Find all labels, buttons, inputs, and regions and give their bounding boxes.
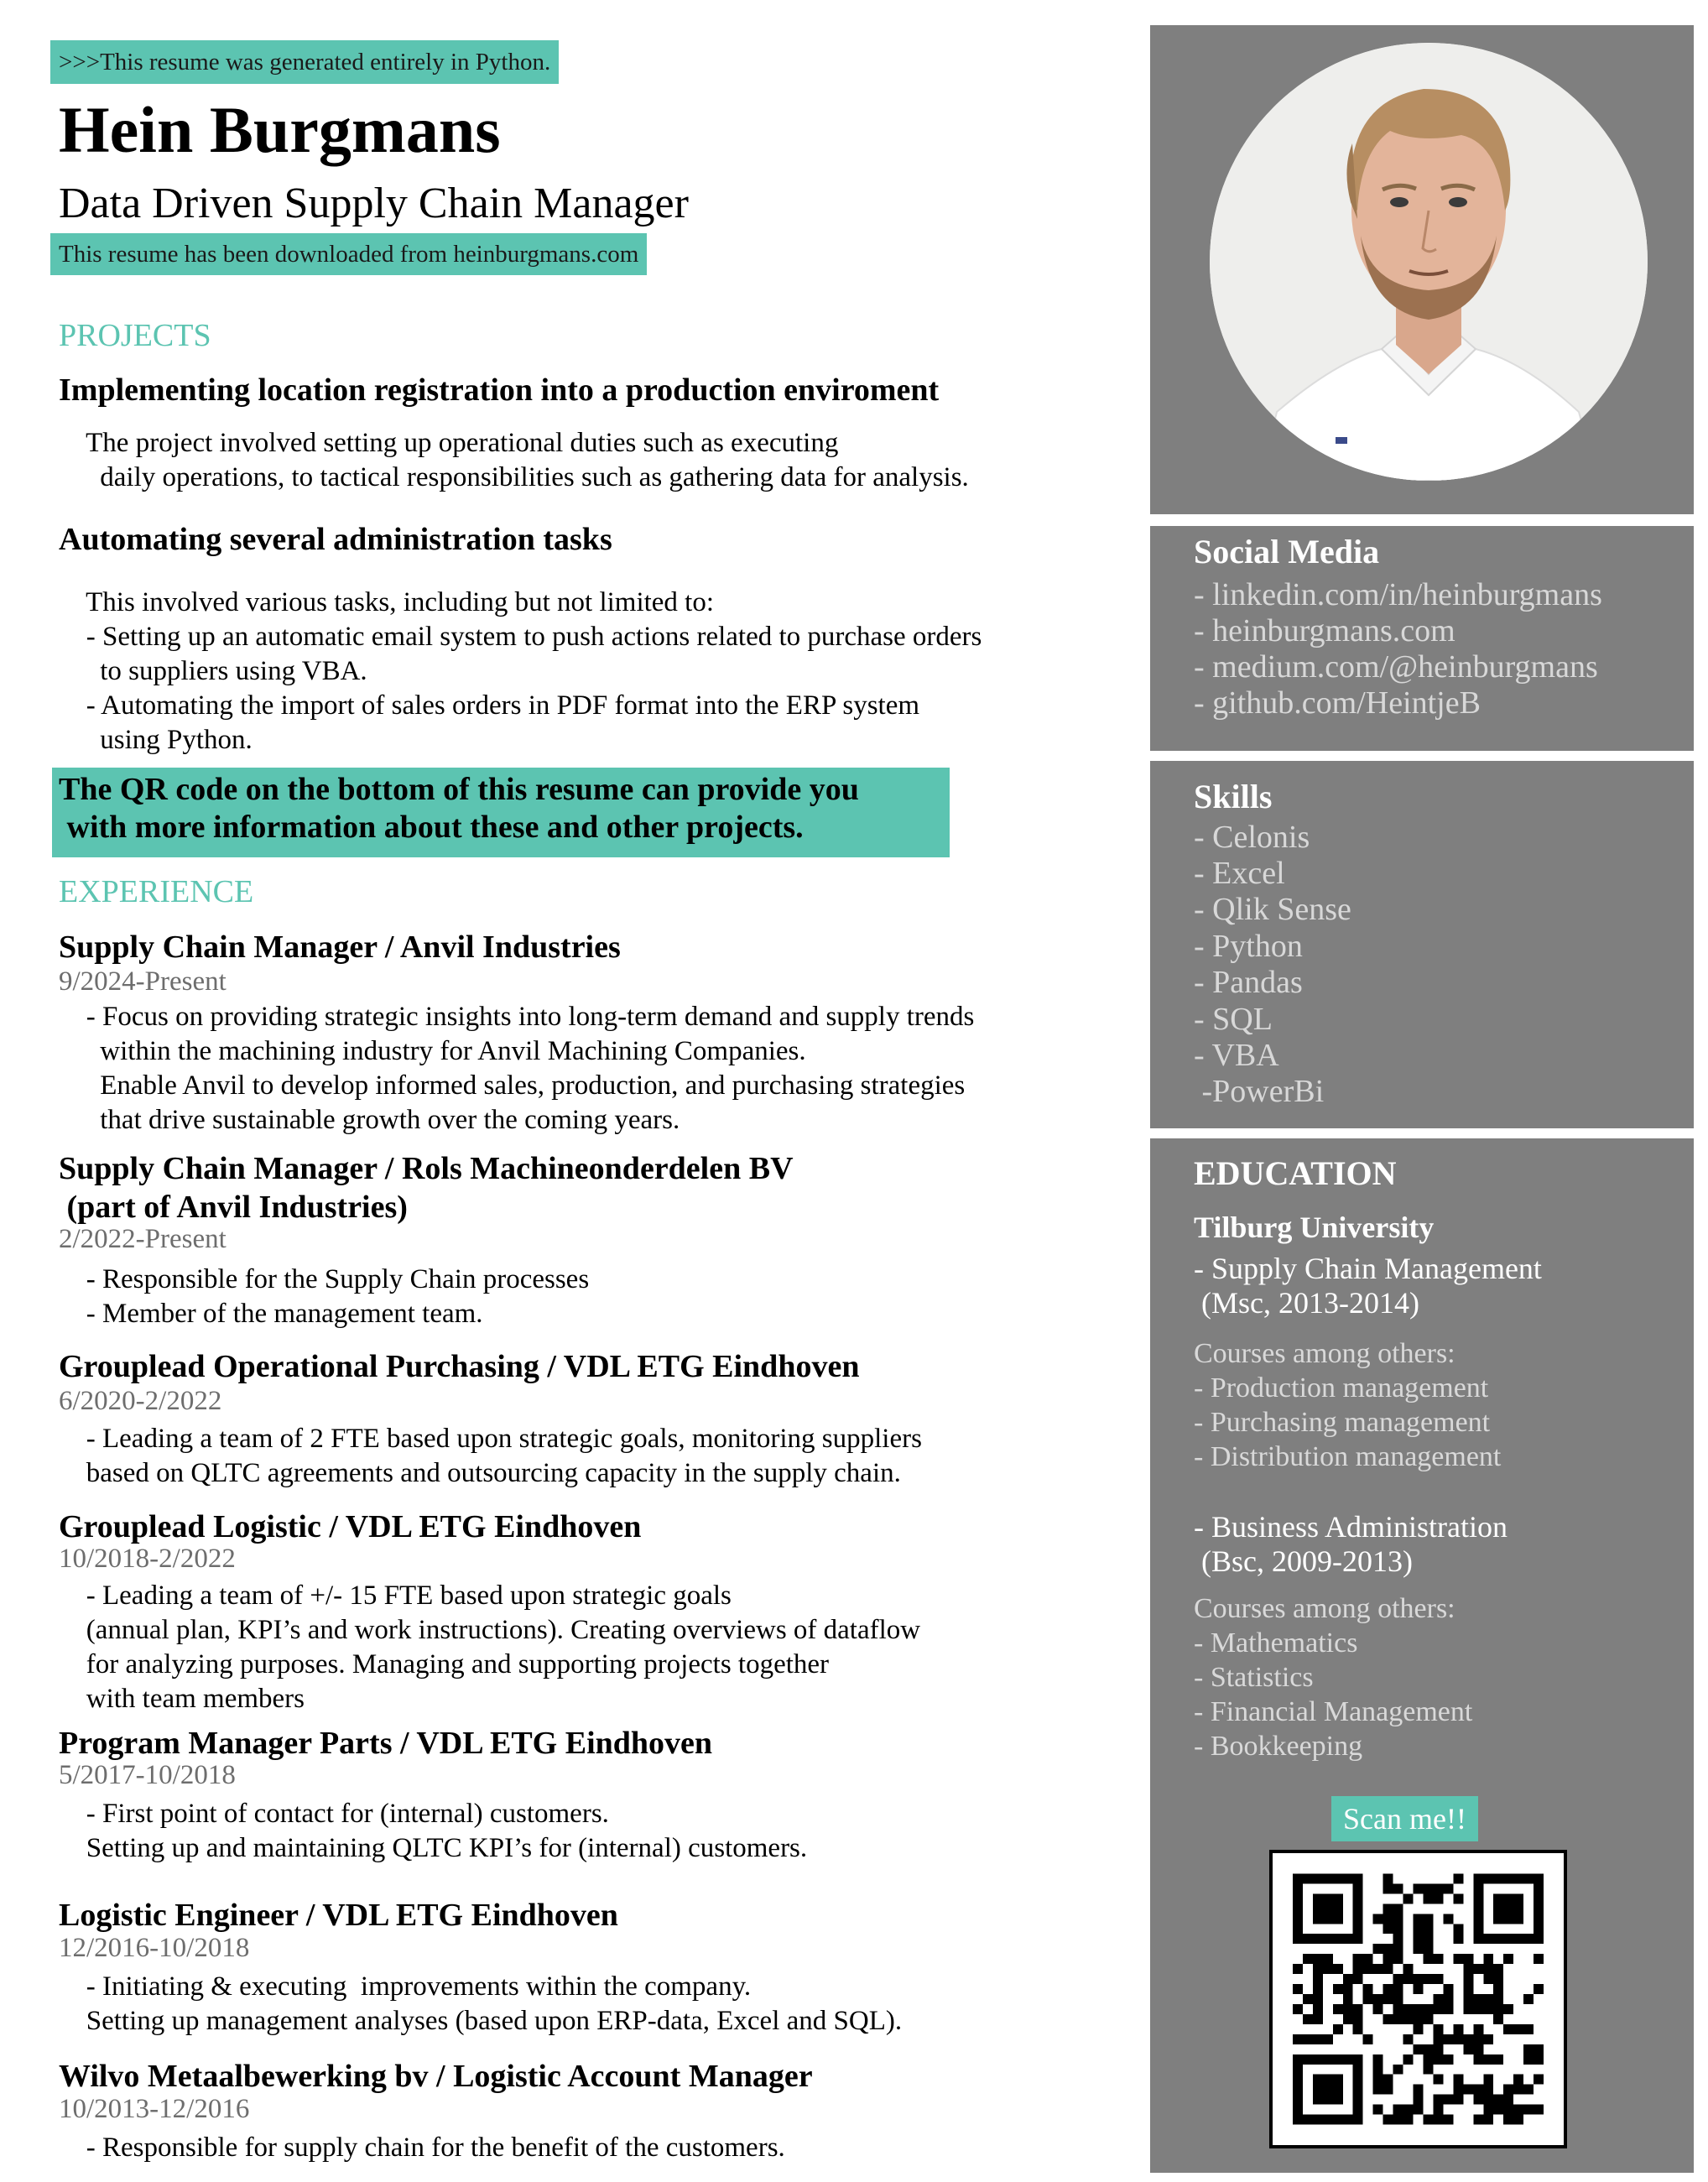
qr-code[interactable] — [1269, 1850, 1567, 2148]
job-description: - Focus on providing strategic insights into long-term demand and supply trends within the machining industry for Anvil Machining Companies. Enable Anvil to develop informed sales, production, and purchasing strategies that drive sustainable growth over the coming years. — [86, 1002, 975, 1135]
job-title: Grouplead Operational Purchasing / VDL ETG Eindhoven — [59, 1349, 860, 1384]
education-courses: Courses among others: - Mathematics - Statistics - Financial Management - Bookkeeping — [1194, 1593, 1473, 1762]
job-title: Grouplead Logistic / VDL ETG Eindhoven — [59, 1509, 642, 1544]
profile-photo — [1210, 43, 1648, 481]
job-date: 6/2020-2/2022 — [59, 1386, 222, 1416]
education-courses: Courses among others: - Production management - Purchasing management - Distribution management — [1194, 1338, 1502, 1472]
qr-info-note: The QR code on the bottom of this resume can provide you with more information about these and other projects. — [52, 768, 950, 857]
social-link-website[interactable]: - heinburgmans.com — [1194, 613, 1455, 648]
job-title: Logistic Engineer / VDL ETG Eindhoven — [59, 1898, 618, 1933]
skill-item: - SQL — [1194, 1002, 1273, 1037]
job-description: - Leading a team of 2 FTE based upon strategic goals, monitoring suppliers based on QLTC agreements and outsourcing capacity in the supply chain. — [86, 1424, 922, 1488]
job-description: - Leading a team of +/- 15 FTE based upon strategic goals (annual plan, KPI’s and work instructions). Creating overviews of dataflow for analyzing purposes. Managing and supporting projects together with team members — [86, 1581, 921, 1714]
project-title: Automating several administration tasks — [59, 522, 612, 557]
skill-item: - Pandas — [1194, 965, 1303, 1000]
education-program: - Business Administration (Bsc, 2009-2013) — [1194, 1510, 1508, 1578]
skill-item: - Qlik Sense — [1194, 892, 1351, 927]
skill-item: -PowerBi — [1194, 1074, 1325, 1109]
skill-item: - Python — [1194, 929, 1303, 964]
social-link-github[interactable]: - github.com/HeintjeB — [1194, 685, 1481, 721]
job-description: - Responsible for supply chain for the benefit of the customers. — [65, 2133, 785, 2163]
education-program: - Supply Chain Management (Msc, 2013-2014) — [1194, 1252, 1542, 1320]
job-date: 2/2022-Present — [59, 1224, 227, 1254]
skill-item: - Excel — [1194, 856, 1285, 891]
experience-heading: EXPERIENCE — [59, 874, 254, 909]
project-description: The project involved setting up operational duties such as executing daily operations, to tactical responsibilities such as gathering data for analysis. — [86, 428, 969, 492]
social-media-heading: Social Media — [1194, 533, 1380, 570]
project-description: This involved various tasks, including but not limited to: - Setting up an automatic email system to push actions related to purchase orders to suppliers using VBA. - Automating the import of sales orders in PDF format into the ERP system using Python. — [86, 587, 982, 755]
job-description: - First point of contact for (internal) customers. Setting up and maintaining QLTC KPI’s for (internal) customers. — [86, 1799, 808, 1863]
social-link-linkedin[interactable]: - linkedin.com/in/heinburgmans — [1194, 577, 1602, 612]
project-title: Implementing location registration into a production enviroment — [59, 372, 940, 408]
job-title: Supply Chain Manager / Anvil Industries — [59, 930, 621, 965]
candidate-name: Hein Burgmans — [59, 93, 501, 166]
skill-item: - Celonis — [1194, 820, 1310, 855]
job-date: 12/2016-10/2018 — [59, 1933, 250, 1963]
education-heading: EDUCATION — [1194, 1154, 1397, 1192]
skill-item: - VBA — [1194, 1038, 1279, 1073]
job-title: Supply Chain Manager / Rols Machineonderdelen BV (part of Anvil Industries) — [59, 1151, 794, 1225]
python-generated-banner: >>>This resume was generated entirely in Python. — [50, 40, 559, 84]
social-link-medium[interactable]: - medium.com/@heinburgmans — [1194, 649, 1598, 685]
qr-code-icon — [1273, 1853, 1564, 2145]
job-date: 10/2018-2/2022 — [59, 1544, 236, 1574]
job-description: - Initiating & executing improvements within the company. Setting up management analyses (based upon ERP-data, Excel and SQL). — [86, 1971, 903, 2036]
download-source-banner: This resume has been downloaded from heinburgmans.com — [50, 233, 647, 275]
job-title: Program Manager Parts / VDL ETG Eindhoven — [59, 1726, 713, 1761]
job-date: 9/2024-Present — [59, 966, 227, 997]
education-school: Tilburg University — [1194, 1211, 1435, 1244]
person-portrait-icon — [1210, 43, 1648, 481]
skills-heading: Skills — [1194, 778, 1273, 815]
scan-me-label: Scan me!! — [1331, 1796, 1478, 1841]
projects-heading: PROJECTS — [59, 318, 211, 353]
job-description: - Responsible for the Supply Chain processes - Member of the management team. — [86, 1264, 590, 1329]
job-date: 10/2013-12/2016 — [59, 2094, 250, 2124]
job-title: Wilvo Metaalbewerking bv / Logistic Account Manager — [59, 2059, 813, 2094]
candidate-title: Data Driven Supply Chain Manager — [59, 180, 689, 227]
job-date: 5/2017-10/2018 — [59, 1760, 236, 1790]
